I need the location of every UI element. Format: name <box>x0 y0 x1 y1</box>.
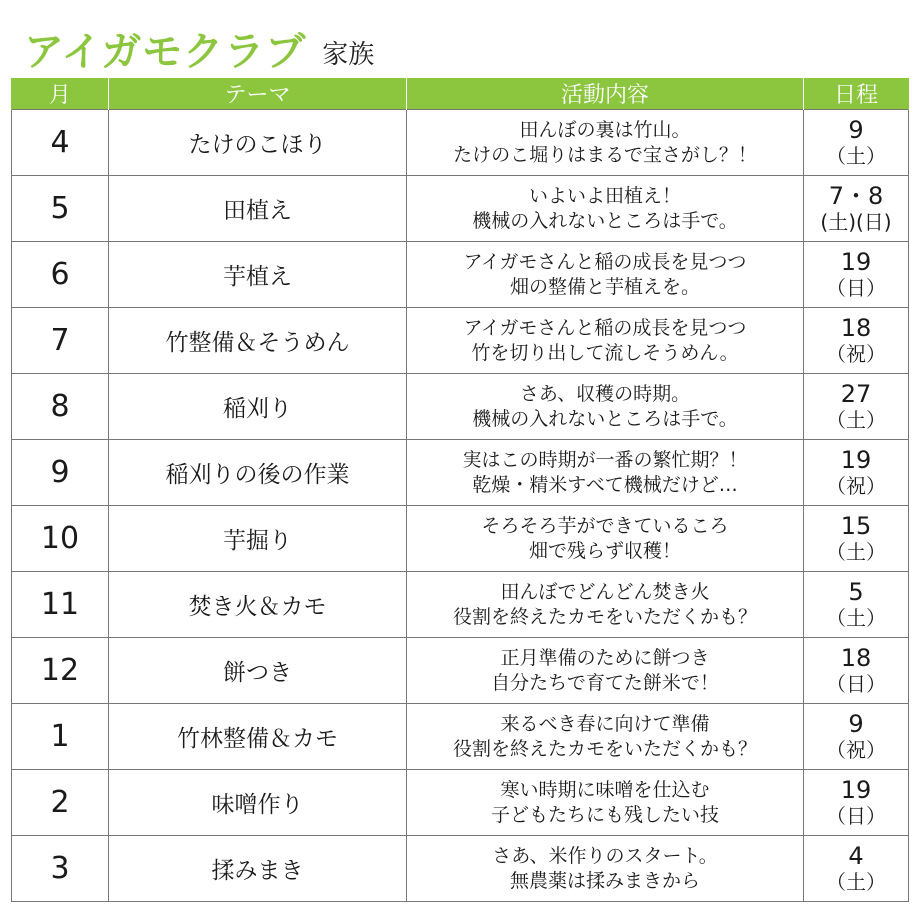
activity-line-1: 来るべき春に向けて準備 <box>500 712 710 735</box>
month-cell <box>12 176 109 242</box>
activity-line-2: 役割を終えたカモをいただくかも？ <box>452 737 757 760</box>
date-weekday: （祝） <box>826 341 886 366</box>
date-cell <box>804 440 909 506</box>
theme-cell <box>109 836 407 902</box>
date-day: 15 <box>840 511 872 540</box>
month-cell <box>12 572 109 638</box>
table-header-row <box>12 78 909 110</box>
column-header-date: 日程 <box>804 78 909 110</box>
date-cell <box>804 506 909 572</box>
date-cell <box>804 308 909 374</box>
date-cell <box>804 836 909 902</box>
theme-value: 芋掘り <box>223 528 292 554</box>
theme-cell <box>109 308 407 374</box>
schedule-table <box>11 78 909 902</box>
activity-line-2: 自分たちで育てた餅米で！ <box>491 671 719 694</box>
month-cell <box>12 638 109 704</box>
month-cell <box>12 110 109 176</box>
date-cell <box>804 638 909 704</box>
date-weekday: （日） <box>826 275 886 300</box>
activity-line-1: 田んぼでどんどん焚き火 <box>500 580 710 603</box>
date-cell <box>804 176 909 242</box>
theme-value: 稲刈りの後の作業 <box>165 462 350 488</box>
theme-cell <box>109 242 407 308</box>
club-subtitle: 家族 <box>322 40 375 70</box>
month-cell <box>12 836 109 902</box>
date-day: 19 <box>840 247 872 276</box>
schedule-rows <box>12 110 909 902</box>
date-day: 19 <box>840 775 872 804</box>
activity-line-2: 子どもたちにも残したい技 <box>490 803 719 826</box>
theme-value: 田植え <box>223 198 292 224</box>
date-weekday: （土） <box>826 143 886 168</box>
month-cell <box>12 242 109 308</box>
month-cell <box>12 704 109 770</box>
month-value: 4 <box>50 125 70 160</box>
month-value: 6 <box>50 257 70 292</box>
month-value: 10 <box>40 521 80 556</box>
date-weekday: （祝） <box>826 473 886 498</box>
table-row <box>12 506 909 572</box>
activity-line-2: 乾燥・精米すべて機械だけど… <box>472 473 738 496</box>
activity-line-2: 畑で残らず収穫！ <box>528 539 681 562</box>
date-cell <box>804 704 909 770</box>
month-value: 11 <box>40 587 80 622</box>
column-header-theme: テーマ <box>109 78 407 110</box>
activity-line-1: さあ、収穫の時期。 <box>519 382 691 405</box>
month-cell <box>12 770 109 836</box>
month-value: 3 <box>50 851 70 886</box>
activity-line-2: 無農薬は揉みまきから <box>509 869 700 892</box>
activity-line-1: そろそろ芋ができているころ <box>481 514 729 537</box>
theme-value: たけのこほり <box>188 132 327 158</box>
activity-line-1: いよいよ田植え！ <box>528 184 681 207</box>
table-row <box>12 176 909 242</box>
theme-value: 餅つき <box>223 660 292 686</box>
activity-cell <box>407 506 804 572</box>
activity-cell <box>407 440 804 506</box>
theme-value: 竹林整備＆カモ <box>177 726 338 752</box>
theme-cell <box>109 440 407 506</box>
theme-cell <box>109 638 407 704</box>
theme-cell <box>109 770 407 836</box>
activity-cell <box>407 176 804 242</box>
activity-cell <box>407 704 804 770</box>
date-day: 9 <box>848 115 864 144</box>
date-day: 7・8 <box>828 181 884 210</box>
activity-cell <box>407 638 804 704</box>
table-row <box>12 836 909 902</box>
activity-cell <box>407 836 804 902</box>
date-day: 18 <box>840 643 872 672</box>
theme-cell <box>109 374 407 440</box>
month-value: 12 <box>40 653 80 688</box>
activity-cell <box>407 110 804 176</box>
date-day: 19 <box>840 445 872 474</box>
table-row <box>12 110 909 176</box>
date-weekday: （土） <box>826 407 886 432</box>
table-row <box>12 638 909 704</box>
date-cell <box>804 374 909 440</box>
theme-value: 焚き火＆カモ <box>188 594 327 620</box>
club-title: アイガモクラブ <box>24 29 307 75</box>
theme-value: 竹整備＆そうめん <box>165 330 350 356</box>
month-value: 2 <box>50 785 70 820</box>
table-row <box>12 440 909 506</box>
activity-line-1: 田んぼの裏は竹山。 <box>519 118 691 141</box>
date-weekday: (土)(日) <box>820 209 892 234</box>
date-weekday: （土） <box>826 539 886 564</box>
date-weekday: （土） <box>826 869 886 894</box>
theme-value: 稲刈り <box>223 396 292 422</box>
theme-cell <box>109 704 407 770</box>
title-block <box>24 12 375 75</box>
date-day: 9 <box>848 709 864 738</box>
activity-line-2: 機械の入れないところは手で。 <box>472 209 738 232</box>
activity-cell <box>407 242 804 308</box>
month-value: 9 <box>50 455 70 490</box>
activity-cell <box>407 770 804 836</box>
month-value: 7 <box>50 323 70 358</box>
activity-line-1: さあ、米作りのスタート。 <box>492 844 718 867</box>
activity-line-2: 役割を終えたカモをいただくかも？ <box>452 605 757 628</box>
table-row <box>12 242 909 308</box>
column-header-activity: 活動内容 <box>407 78 804 110</box>
table-row <box>12 374 909 440</box>
month-cell <box>12 308 109 374</box>
activity-line-2: 畑の整備と芋植えを。 <box>509 275 700 298</box>
date-weekday: （日） <box>826 803 886 828</box>
activity-cell <box>407 308 804 374</box>
table-row <box>12 704 909 770</box>
month-cell <box>12 506 109 572</box>
activity-line-1: 実はこの時期が一番の繁忙期？！ <box>462 448 748 471</box>
date-day: 4 <box>848 841 864 870</box>
theme-cell <box>109 572 407 638</box>
month-value: 5 <box>50 191 70 226</box>
theme-value: 揉みまき <box>211 858 304 884</box>
date-day: 27 <box>840 379 872 408</box>
activity-line-1: アイガモさんと稲の成長を見つつ <box>463 316 747 339</box>
table-row <box>12 770 909 836</box>
date-cell <box>804 242 909 308</box>
date-weekday: （祝） <box>826 737 886 762</box>
date-cell <box>804 770 909 836</box>
activity-line-2: 竹を切り出して流しそうめん。 <box>471 341 739 364</box>
month-cell <box>12 440 109 506</box>
theme-value: 味噌作り <box>211 792 304 818</box>
activity-line-1: アイガモさんと稲の成長を見つつ <box>463 250 747 273</box>
month-cell <box>12 374 109 440</box>
theme-cell <box>109 506 407 572</box>
activity-cell <box>407 572 804 638</box>
activity-cell <box>407 374 804 440</box>
month-value: 1 <box>50 719 70 754</box>
table-row <box>12 308 909 374</box>
table-row <box>12 572 909 638</box>
date-weekday: （土） <box>826 605 886 630</box>
date-cell <box>804 110 909 176</box>
month-value: 8 <box>50 389 70 424</box>
column-header-month: 月 <box>12 78 109 110</box>
theme-value: 芋植え <box>223 264 292 290</box>
date-weekday: （日） <box>826 671 886 696</box>
activity-line-1: 寒い時期に味噌を仕込む <box>500 778 710 801</box>
date-day: 5 <box>848 577 864 606</box>
activity-line-2: 機械の入れないところは手で。 <box>472 407 738 430</box>
date-day: 18 <box>840 313 872 342</box>
theme-cell <box>109 110 407 176</box>
activity-line-1: 正月準備のために餅つき <box>500 646 710 669</box>
theme-cell <box>109 176 407 242</box>
date-cell <box>804 572 909 638</box>
activity-line-2: たけのこ堀りはまるで宝さがし？！ <box>453 143 757 166</box>
